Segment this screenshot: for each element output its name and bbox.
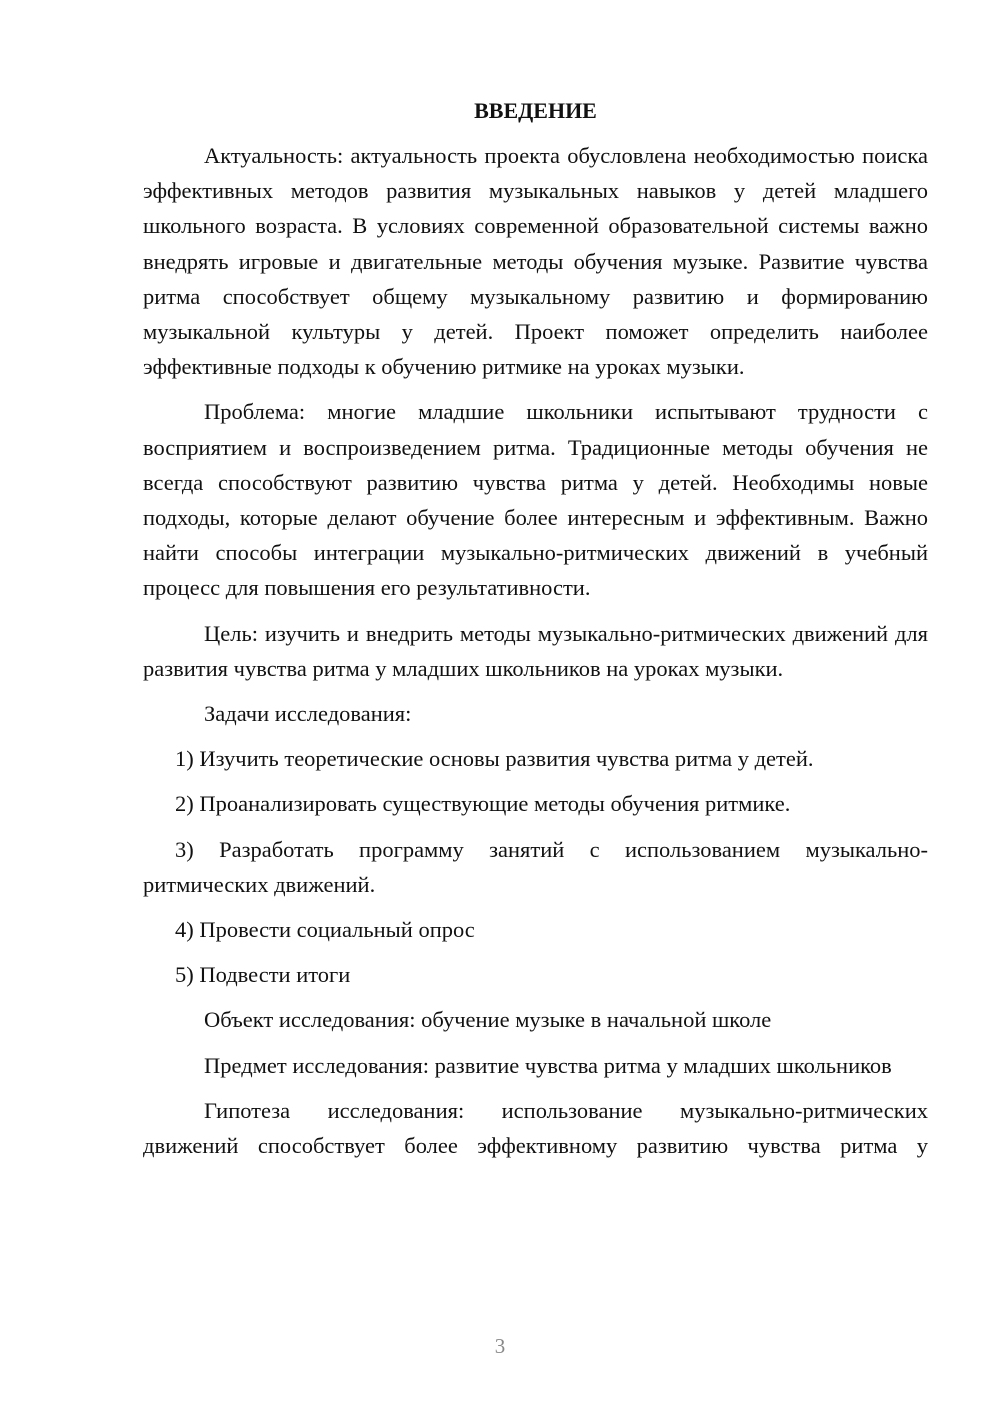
paragraph-goal: Цель: изучить и внедрить методы музыкально-ритмических движений для развития чувства ритма у младших школьников на уроках музыки. bbox=[143, 620, 928, 681]
paragraph-problem: Проблема: многие младшие школьники испытывают трудности с восприятием и воспроизведением ритма. Традиционные методы обучения не всегда способствуют развитию чувства ритма у детей. Необходимы новые подходы, которые делают обучение более интересным и эффективным. Важно найти способы интеграции музыкально-ритмических движений в учебный процесс для повышения его результативности. bbox=[143, 399, 928, 601]
task-item-3: 3) Разработать программу занятий с использованием музыкально-ритмических движений. bbox=[143, 836, 928, 897]
paragraph-relevance: Актуальность: актуальность проекта обусловлена необходимостью поиска эффективных методов развития музыкальных навыков у детей младшего школьного возраста. В условиях современной образовательной системы важно внедрять игровые и двигательные методы обучения музыке. Развитие чувства ритма способствует общему музыкальному развитию и формированию музыкальной культуры у детей. Проект поможет определить наиболее эффективные подходы к обучению ритмике на уроках музыки. bbox=[143, 143, 928, 380]
task-item-1: 1) Изучить теоретические основы развития чувства ритма у детей. bbox=[175, 746, 814, 772]
paragraph-tasks-heading: Задачи исследования: bbox=[204, 701, 412, 727]
paragraph-subject: Предмет исследования: развитие чувства ритма у младших школьников bbox=[204, 1052, 892, 1078]
task-item-4: 4) Провести социальный опрос bbox=[175, 917, 475, 943]
page-content bbox=[143, 95, 928, 1173]
page-number: 3 bbox=[494, 1334, 506, 1358]
section-title: ВВЕДЕНИЕ bbox=[474, 98, 597, 123]
task-item-2: 2) Проанализировать существующие методы обучения ритмике. bbox=[175, 791, 791, 817]
task-item-5: 5) Подвести итоги bbox=[175, 962, 351, 988]
paragraph-object: Объект исследования: обучение музыке в начальной школе bbox=[204, 1007, 772, 1033]
paragraph-hypothesis: Гипотеза исследования: использование музыкально-ритмических движений способствует более эффективному развитию чувства ритма у bbox=[143, 1097, 928, 1159]
